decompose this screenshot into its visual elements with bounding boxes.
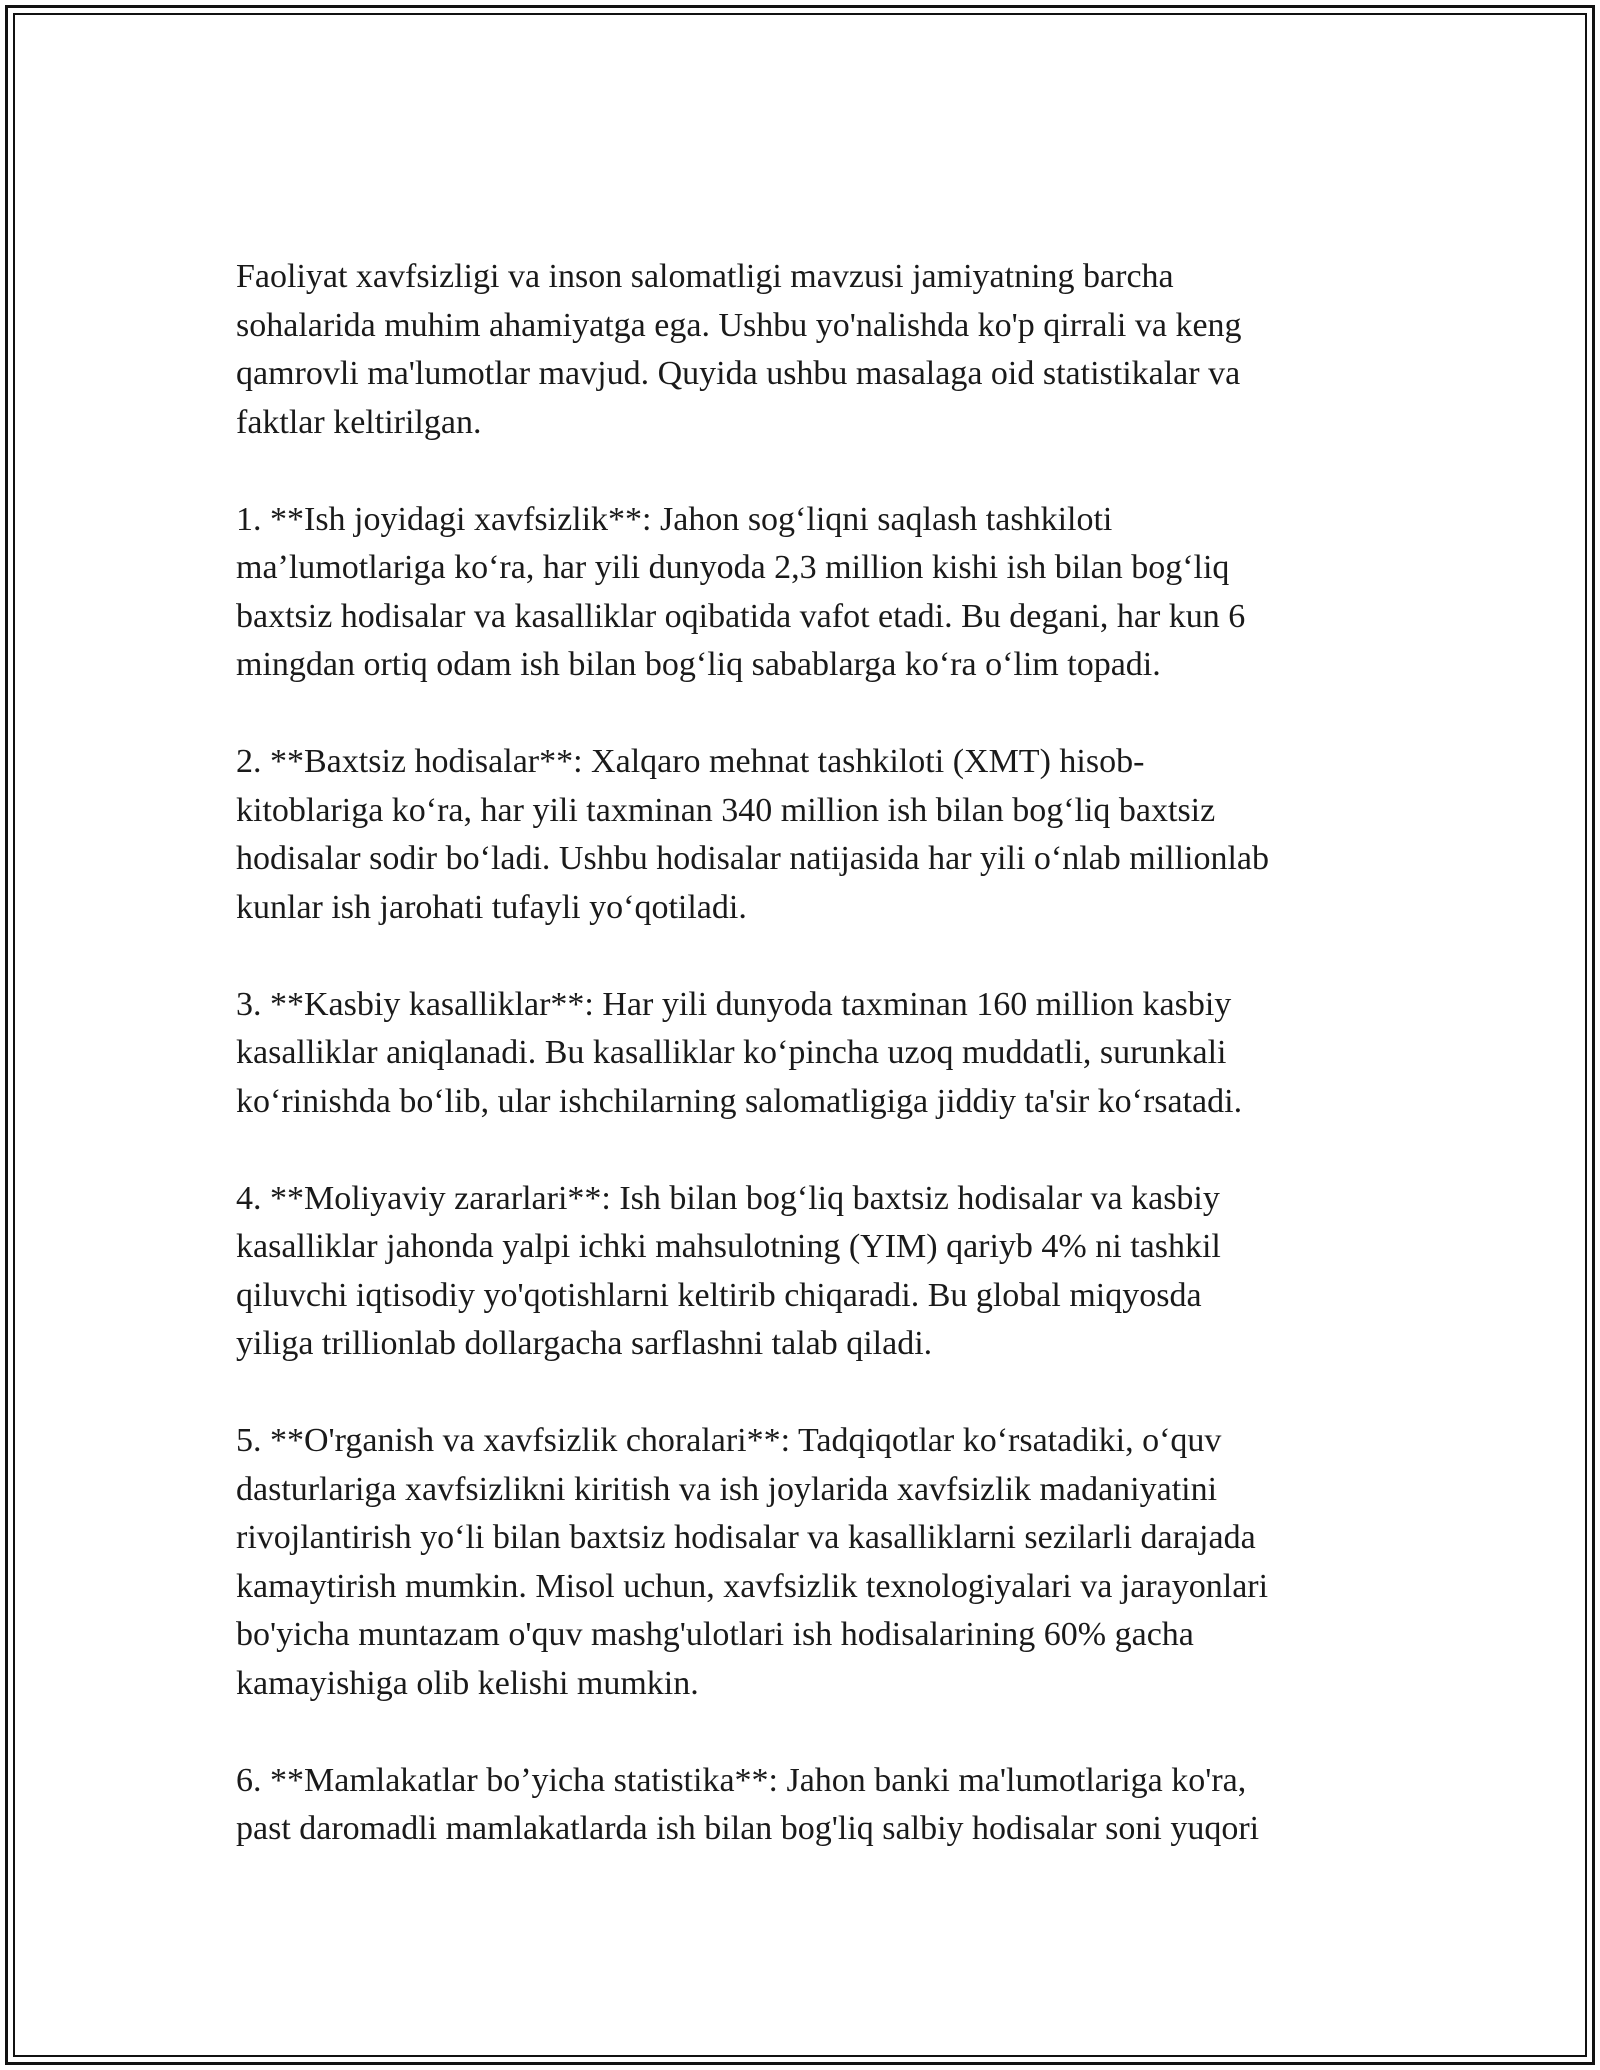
- text-line: hodisalar sodir boʻladi. Ushbu hodisalar natijasida har yili oʻnlab millionlab: [236, 840, 1270, 877]
- text-line: qiluvchi iqtisodiy yo'qotishlarni keltirib chiqaradi. Bu global miqyosda: [236, 1276, 1202, 1314]
- text-line: koʻrinishda boʻlib, ular ishchilarning salomatligiga jiddiy ta'sir koʻrsatadi.: [236, 1082, 1243, 1120]
- text-line: dasturlariga xavfsizlikni kiritish va ish joylarida xavfsizlik madaniyatini: [236, 1470, 1218, 1508]
- list-item-occupational-diseases: [236, 981, 1356, 1127]
- text-line: 2. **Baxtsiz hodisalar**: Xalqaro mehnat tashkiloti (XMT) hisob-: [236, 743, 1145, 780]
- intro-paragraph: [236, 253, 1356, 447]
- text-line: 6. **Mamlakatlar boʼyicha statistika**: Jahon banki ma'lumotlariga ko'ra,: [236, 1761, 1247, 1799]
- list-item-training-measures: [236, 1417, 1356, 1708]
- text-line: bo'yicha muntazam o'quv mashg'ulotlari ish hodisalarining 60% gacha: [236, 1616, 1194, 1653]
- text-line: qamrovli ma'lumotlar mavjud. Quyida ushbu masalaga oid statistikalar va: [236, 355, 1241, 392]
- text-line: faktlar keltirilgan.: [236, 403, 482, 441]
- text-line: mingdan ortiq odam ish bilan bogʻliq sabablarga koʻra oʻlim topadi.: [236, 646, 1161, 683]
- text-line: past daromadli mamlakatlarda ish bilan bog'liq salbiy hodisalar soni yuqori: [236, 1810, 1260, 1847]
- text-line: maʼlumotlariga koʻra, har yili dunyoda 2,3 million kishi ish bilan bogʻliq: [236, 549, 1230, 586]
- text-line: 3. **Kasbiy kasalliklar**: Har yili dunyoda taxminan 160 million kasbiy: [236, 985, 1232, 1023]
- text-line: baxtsiz hodisalar va kasalliklar oqibatida vafot etadi. Bu degani, har kun 6: [236, 597, 1246, 635]
- text-line: 1. **Ish joyidagi xavfsizlik**: Jahon sogʻliqni saqlash tashkiloti: [236, 500, 1113, 538]
- list-item-accidents: [236, 738, 1356, 932]
- list-item-financial-losses: [236, 1175, 1356, 1369]
- text-line: kasalliklar jahonda yalpi ichki mahsulotning (YIM) qariyb 4% ni tashkil: [236, 1228, 1221, 1265]
- text-line: kasalliklar aniqlanadi. Bu kasalliklar koʻpincha uzoq muddatli, surunkali: [236, 1034, 1227, 1071]
- list-item-country-statistics: [236, 1757, 1356, 1854]
- text-line: yiliga trillionlab dollargacha sarflashni talab qiladi.: [236, 1325, 933, 1362]
- document-body: [236, 253, 1356, 1902]
- text-line: rivojlantirish yoʻli bilan baxtsiz hodisalar va kasalliklarni sezilarli darajada: [236, 1519, 1256, 1556]
- text-line: Faoliyat xavfsizligi va inson salomatligi mavzusi jamiyatning barcha: [236, 258, 1174, 295]
- text-line: 5. **O'rganish va xavfsizlik choralari**: Tadqiqotlar koʻrsatadiki, oʻquv: [236, 1422, 1222, 1459]
- text-line: kamayishiga olib kelishi mumkin.: [236, 1664, 699, 1702]
- text-line: 4. **Moliyaviy zararlari**: Ish bilan bogʻliq baxtsiz hodisalar va kasbiy: [236, 1179, 1220, 1217]
- text-line: sohalarida muhim ahamiyatga ega. Ushbu yo'nalishda ko'p qirrali va keng: [236, 306, 1242, 344]
- text-line: kitoblariga koʻra, har yili taxminan 340 million ish bilan bogʻliq baxtsiz: [236, 791, 1216, 829]
- text-line: kunlar ish jarohati tufayli yoʻqotiladi.: [236, 888, 747, 926]
- text-line: kamaytirish mumkin. Misol uchun, xavfsizlik texnologiyalari va jarayonlari: [236, 1567, 1269, 1605]
- list-item-workplace-safety: [236, 496, 1356, 690]
